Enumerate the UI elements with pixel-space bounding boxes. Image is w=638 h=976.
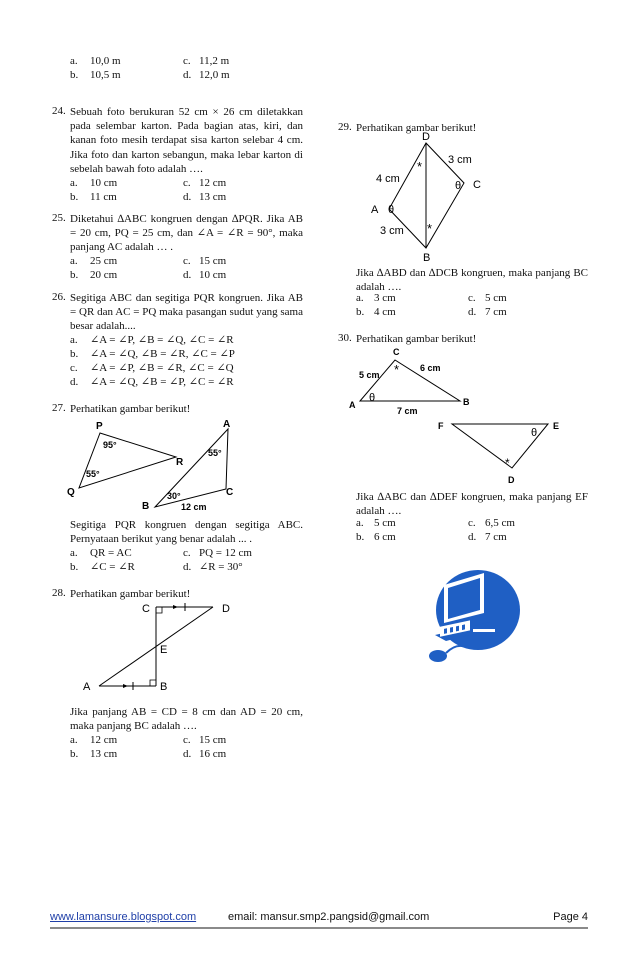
- q30-figure: [340, 343, 580, 488]
- label-d: D: [222, 603, 230, 615]
- option-letter: c.: [183, 177, 191, 189]
- option-letter: c.: [183, 255, 191, 267]
- option-letter: a.: [70, 55, 78, 67]
- option-text: 6 cm: [374, 531, 396, 543]
- option-letter: d.: [183, 748, 192, 760]
- option-text: 10 cm: [90, 177, 118, 189]
- option-text: ∠A = ∠P, ∠B = ∠Q, ∠C = ∠R: [90, 334, 234, 346]
- option-letter: b.: [70, 348, 79, 360]
- option-letter: c.: [183, 734, 191, 746]
- option-letter: c.: [183, 55, 191, 67]
- length-4cm: 4 cm: [376, 173, 400, 185]
- option-letter: b.: [70, 269, 79, 281]
- question-text: Segitiga PQR kongruen dengan segitiga ABC. Pernyataan berikut yang benar adalah ... .: [70, 519, 303, 546]
- option-letter: b.: [70, 748, 79, 760]
- question-text: Jika ∆ABC dan ∆DEF kongruen, maka panjang EF adalah ….: [356, 491, 588, 518]
- question-number: 25.: [52, 212, 66, 224]
- length-3cm-bottom: 3 cm: [380, 225, 404, 237]
- angle-55-a: 55°: [208, 448, 222, 458]
- label-f: F: [438, 421, 444, 431]
- question-intro: Perhatikan gambar berikut!: [356, 333, 477, 345]
- option-text: 5 cm: [374, 517, 396, 529]
- label-q: Q: [67, 487, 75, 498]
- label-c: C: [393, 347, 400, 357]
- theta-a: θ: [388, 204, 395, 216]
- label-e: E: [553, 421, 560, 431]
- computer-icon: [420, 565, 530, 670]
- question-intro: Perhatikan gambar berikut!: [70, 588, 191, 600]
- question-text: Jika ∆ABD dan ∆DCB kongruen, maka panjang BC adalah ….: [356, 267, 588, 294]
- label-r: R: [176, 457, 184, 468]
- option-text: 15 cm: [199, 255, 227, 267]
- option-letter: d.: [70, 376, 79, 388]
- option-text: 12 cm: [90, 734, 118, 746]
- option-text: ∠A = ∠P, ∠B = ∠R, ∠C = ∠Q: [90, 362, 234, 374]
- angle-95: 95°: [103, 440, 117, 450]
- label-p: P: [96, 421, 103, 432]
- option-text: 7 cm: [485, 306, 507, 318]
- option-text: PQ = 12 cm: [199, 547, 252, 559]
- option-letter: b.: [356, 306, 365, 318]
- star-b: *: [427, 221, 433, 236]
- star-c: *: [394, 362, 400, 377]
- question-text: Sebuah foto berukuran 52 cm × 26 cm diletakkan pada selembar karton. Pada bagian atas, kiri, dan kanan foto mesih terdapat sisa karton selebar 4 cm. Jika foto dan karton sebangun, maka lebar karton di sebelah bawah foto adalah ….: [70, 106, 303, 175]
- option-letter: c.: [183, 547, 191, 559]
- length-12cm: 12 cm: [181, 502, 207, 512]
- label-d: D: [422, 131, 430, 143]
- option-text: 7 cm: [485, 531, 507, 543]
- option-text: 11,2 m: [199, 55, 230, 67]
- label-a: A: [349, 400, 356, 410]
- question-number: 29.: [338, 121, 352, 133]
- option-letter: a.: [70, 255, 78, 267]
- option-letter: d.: [468, 306, 477, 318]
- website-link[interactable]: www.lamansure.blogspot.com: [50, 911, 197, 923]
- right-angle-c: [156, 607, 162, 613]
- option-text: 13 cm: [90, 748, 118, 760]
- option-letter: a.: [70, 734, 78, 746]
- option-text: 11 cm: [90, 191, 117, 203]
- option-text: 12 cm: [199, 177, 227, 189]
- label-b: B: [142, 501, 150, 512]
- option-letter: c.: [468, 292, 476, 304]
- theta-e: θ: [531, 427, 538, 439]
- footer-email: email: mansur.smp2.pangsid@gmail.com: [228, 911, 430, 923]
- arrow-cd: [173, 605, 178, 609]
- arrow-ab: [123, 684, 128, 688]
- question-number: 30.: [338, 332, 352, 344]
- star-d: *: [417, 159, 423, 174]
- label-c: C: [473, 179, 481, 191]
- label-c: C: [142, 603, 150, 615]
- label-a: A: [83, 681, 91, 693]
- option-text: 3 cm: [374, 292, 396, 304]
- label-a: A: [223, 419, 231, 430]
- label-a: A: [371, 204, 379, 216]
- option-letter: a.: [356, 292, 364, 304]
- option-letter: b.: [70, 561, 79, 573]
- page-number: Page 4: [553, 911, 588, 923]
- option-text: ∠R = 30°: [199, 561, 243, 573]
- option-letter: b.: [70, 69, 79, 81]
- option-text: ∠A = ∠Q, ∠B = ∠P, ∠C = ∠R: [90, 376, 234, 388]
- option-letter: a.: [70, 334, 78, 346]
- question-number: 27.: [52, 402, 66, 414]
- option-text: 6,5 cm: [485, 517, 515, 529]
- question-intro: Perhatikan gambar berikut!: [70, 403, 191, 415]
- question-intro: Perhatikan gambar berikut!: [356, 122, 477, 134]
- option-letter: a.: [356, 517, 364, 529]
- question-text: Segitiga ABC dan segitiga PQR kongruen. Jika AB = QR dan AC = PQ maka pasangan sudut yang sama besar adalah....: [70, 292, 303, 333]
- option-letter: a.: [70, 177, 78, 189]
- option-text: 4 cm: [374, 306, 396, 318]
- option-letter: d.: [183, 269, 192, 281]
- length-5cm: 5 cm: [359, 370, 380, 380]
- length-3cm-top: 3 cm: [448, 154, 472, 166]
- angle-55-q: 55°: [86, 469, 100, 479]
- length-7cm: 7 cm: [397, 406, 418, 416]
- option-text: 10 cm: [199, 269, 227, 281]
- question-number: 26.: [52, 291, 66, 303]
- angle-30: 30°: [167, 491, 181, 501]
- option-letter: d.: [183, 69, 192, 81]
- option-letter: d.: [468, 531, 477, 543]
- q28-figure: [75, 598, 245, 698]
- option-text: 25 cm: [90, 255, 118, 267]
- option-letter: a.: [70, 547, 78, 559]
- option-text: ∠C = ∠R: [90, 561, 135, 573]
- question-text: Diketahui ∆ABC kongruen dengan ∆PQR. Jika AB = 20 cm, PQ = 25 cm, dan ∠A = ∠R = 90°, maka panjang AC adalah … .: [70, 213, 303, 254]
- option-text: 15 cm: [199, 734, 227, 746]
- option-text: 16 cm: [199, 748, 227, 760]
- q29-figure: [360, 130, 510, 265]
- label-b: B: [423, 252, 431, 264]
- right-angle-b: [150, 680, 156, 686]
- question-number: 28.: [52, 587, 66, 599]
- question-number: 24.: [52, 105, 66, 117]
- footer-divider: [50, 927, 588, 929]
- label-d: D: [508, 475, 515, 485]
- option-text: QR = AC: [90, 547, 132, 559]
- option-text: 13 cm: [199, 191, 227, 203]
- question-text: Jika panjang AB = CD = 8 cm dan AD = 20 cm, maka panjang BC adalah ….: [70, 706, 303, 733]
- option-text: 12,0 m: [199, 69, 230, 81]
- option-letter: d.: [183, 561, 192, 573]
- option-text: 10,0 m: [90, 55, 121, 67]
- label-b: B: [160, 681, 168, 693]
- theta-a: θ: [369, 392, 376, 404]
- theta-c: θ: [455, 180, 462, 192]
- option-text: 5 cm: [485, 292, 507, 304]
- length-6cm: 6 cm: [420, 363, 441, 373]
- label-e: E: [160, 644, 168, 656]
- option-letter: b.: [70, 191, 79, 203]
- q27-figure: [60, 415, 310, 515]
- label-b: B: [463, 397, 470, 407]
- option-text: 20 cm: [90, 269, 118, 281]
- option-letter: d.: [183, 191, 192, 203]
- option-text: ∠A = ∠Q, ∠B = ∠R, ∠C = ∠P: [90, 348, 235, 360]
- option-letter: b.: [356, 531, 365, 543]
- option-text: 10,5 m: [90, 69, 121, 81]
- triangle-abc: [155, 429, 228, 507]
- option-letter: c.: [468, 517, 476, 529]
- option-letter: c.: [70, 362, 78, 374]
- label-c: C: [226, 487, 234, 498]
- star-d: *: [505, 456, 510, 470]
- triangle-pqr: [79, 433, 176, 488]
